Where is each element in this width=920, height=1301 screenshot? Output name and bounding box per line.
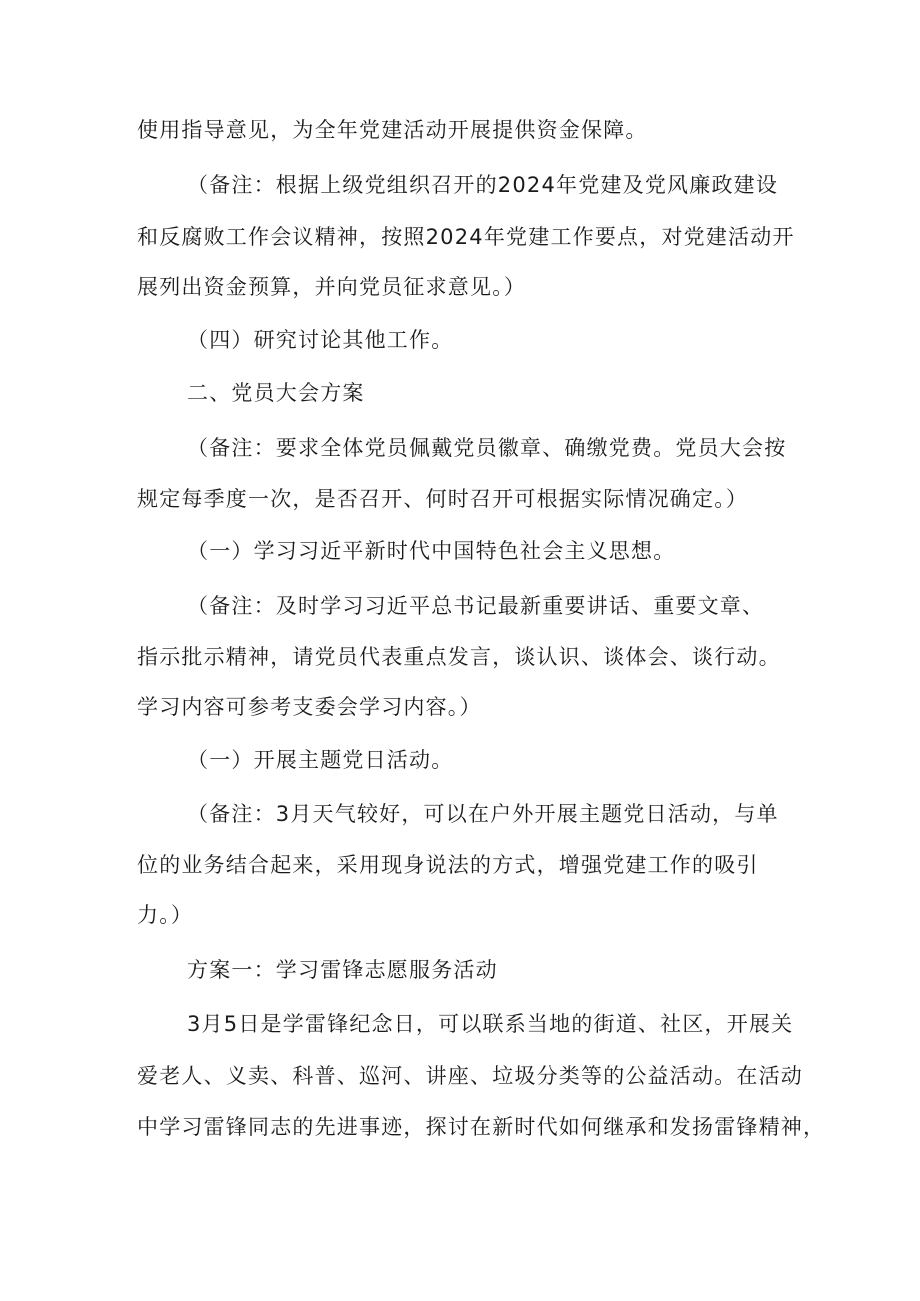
text-line: （备注：要求全体党员佩戴党员徽章、确缴党费。党员大会按 xyxy=(187,436,787,460)
text-line: 位的业务结合起来，采用现身说法的方式，增强党建工作的吸引 xyxy=(137,853,759,877)
text-line: 3月5日是学雷锋纪念日，可以联系当地的街道、社区，开展关 xyxy=(187,1012,794,1036)
text-line: 使用指导意见，为全年党建活动开展提供资金保障。 xyxy=(137,118,648,142)
text-line: 力。） xyxy=(137,903,194,927)
section-item: （一）学习习近平新时代中国特色社会主义思想。 xyxy=(187,539,676,563)
text-line: 规定每季度一次，是否召开、何时召开可根据实际情况确定。） xyxy=(137,487,749,511)
section-item: （四）研究讨论其他工作。 xyxy=(187,328,454,352)
text-line: 和反腐败工作会议精神，按照2024年党建工作要点，对党建活动开 xyxy=(137,225,795,249)
plan-heading: 方案一：学习雷锋志愿服务活动 xyxy=(187,958,498,982)
text-line: 学习内容可参考支委会学习内容。） xyxy=(137,695,482,719)
text-line: （备注：3月天气较好，可以在户外开展主题党日活动，与单 xyxy=(187,802,779,826)
section-item: （一）开展主题党日活动。 xyxy=(187,748,454,772)
text-line: 爱老人、义卖、科普、巡河、讲座、垃圾分类等的公益活动。在活动 xyxy=(137,1064,803,1088)
text-line: （备注：及时学习习近平总书记最新重要讲话、重要文章、 xyxy=(187,594,765,618)
text-line: （备注：根据上级党组织召开的2024年党建及党风廉政建设 xyxy=(187,173,779,197)
text-line: 展列出资金预算，并向党员征求意见。） xyxy=(137,275,527,299)
text-line: 中学习雷锋同志的先进事迹，探讨在新时代如何继承和发扬雷锋精神， xyxy=(137,1115,826,1139)
section-heading: 二、党员大会方案 xyxy=(187,381,365,405)
text-line: 指示批示精神，请党员代表重点发言，谈认识、谈体会、谈行动。 xyxy=(137,645,781,669)
